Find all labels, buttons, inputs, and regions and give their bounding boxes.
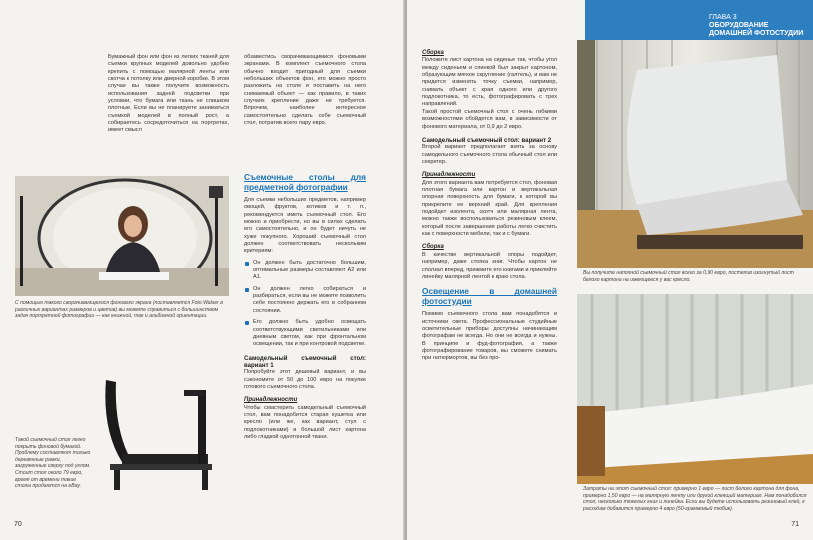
shooting-table-photo — [92, 370, 216, 494]
assembly2-text: В качестве вертикальной опоры подойдет, например, даже стопка книг. Чтобы картон не сползал вперед, прижмите его книгами и приклейте линейку малярной лентой к краю стола. — [422, 251, 557, 280]
intro-paragraph-1: Бумажный фон или фон из легких тканей для съемки крупных моделей довольно удобно крепить с помощью малярной ленты или скотча к потолку или дверной коробке. В этом случае вы также получите возможность использования задней подсветки при условии, что бумага или ткань не слишком плотные. Если вы не планируете заниматься съемкой моделей в полный рост, а собираетесь сосредоточиться на портретах, имеет смысл — [108, 54, 229, 134]
left-page — [0, 0, 405, 540]
portrait-photo-illustration — [15, 176, 229, 296]
section-title-shooting-tables: Съемочные столы для предметной фотографии — [244, 172, 366, 192]
bullet-text: Его должно быть удобно освещать соответствующими светильниками или дневным светом, как при фронтальном освещении, так и при контровой подсветке. — [253, 319, 366, 348]
accessories-title-2: Принадлежности — [422, 172, 476, 179]
variant1-text: Попробуйте этот дешевый вариант, и вы сэкономите от 50 до 100 евро на покупке готового съемочного стола. — [244, 369, 366, 391]
chapter-label: ГЛАВА 3 — [709, 14, 737, 21]
chair-table-photo — [577, 40, 813, 268]
right-page — [407, 0, 813, 540]
accessories-text-2: Для этого варианта вам потребуется стол, фоновая плотная бумага или картон и вертикальная опорная поверхность для бумаги, к которой вы прикрепите ее верхний край. Для крепления подойдет изолента, скотч или малярная лента, можно также воспользоваться резиновым клеем, который после завершения работы легко счистить как с поверхности мебели, так и с бумаги. — [422, 179, 557, 238]
shooting-table-caption: Такой съемочный стол легко покрыть фоновой бумагой. Проблему составляют только деревянные рамки, загруженные сверху под углом. Стоит стол около 79 евро, время от времени такие столы продаются на eBay. — [15, 437, 91, 490]
bullet-text: Он должен легко собираться и разбираться, если вы не можете позволить себе постоянно держать его в собранном состоянии. — [253, 285, 366, 314]
bullet-item — [244, 286, 366, 315]
accessories-text: Чтобы смастерить самодельный съемочный стол, вам понадобится старая кушетка или кресло (или же, как вариант, стул с подлокотниками) и большой лист картона либо гладкой однотонной ткани. — [244, 404, 366, 441]
bullet-item — [244, 260, 366, 282]
chapter-header — [585, 0, 813, 40]
bullet-item — [244, 319, 366, 348]
chair-table-illustration — [577, 40, 813, 268]
intro-paragraph-2: обзавестись сворачивающимися фоновыми экранами. В комплект съемочного стола обычно входит пригодный для съемки небольших объектов фон, его можно просто разложить на столе и поставить на него снимаемый объект — как правило, в таких случаях крепление даже не требуется. Впрочем, наиболее интересное самостоятельно сделать себе съемочный стол, потратив всего пару евро. — [244, 54, 366, 127]
desk-table-photo — [577, 294, 813, 484]
portrait-photo — [15, 176, 229, 296]
assembly2-title: Сборка — [422, 244, 444, 251]
page-number-left: 70 — [14, 521, 22, 528]
variant2-text: Второй вариант предполагает взять за основу самодельного съемочного стола обычный стол или секретер. — [422, 144, 557, 165]
desk-table-caption: Затраты на этот съемочный стол: примерно 1 евро — лист белого картона для фона, примерно 1,50 евро — на малярную ленту или другой клеящий материал. Нам понадобился стол, несколько тяжелых книг и линейка. Если вы будете использовать резиновый клей, к расходам добавится примерно 4 евро (50-граммовый тюбик). — [583, 486, 807, 512]
left-col2-section — [244, 167, 366, 442]
bullet-text: Он должен быть достаточно большим, оптимальные размеры составляют A2 или A1. — [253, 259, 366, 281]
page-number-right: 71 — [791, 521, 799, 528]
desk-table-illustration — [577, 294, 813, 484]
chapter-title: ОБОРУДОВАНИЕ ДОМАШНЕЙ ФОТОСТУДИИ — [709, 22, 804, 37]
assembly-title: Сборка — [422, 50, 444, 56]
section-title-lighting: Освещение в домашней фотостудии — [422, 286, 557, 306]
variant1-title: Самодельный съемочный стол: вариант 1 — [244, 354, 366, 369]
shooting-table-illustration — [92, 370, 216, 494]
accessories-title: Принадлежности — [244, 397, 298, 404]
lighting-text: Помимо съемочного стола вам понадобятся и источники света. Профессиональные студийные осветительные приборы доступны начинающим фотографам не всегда. Но они не всегда и нужны. В принципе и фуд-фотография, а также фотографирование товаров, вы сможете снимать при натюрмортов, вы без про- — [422, 311, 557, 362]
assembly-text-2: Такой простой съемочный стол с очень гибкими возможностями обойдется вам, в зависимости от фонового материала, от 0,9 до 2 евро. — [422, 108, 557, 130]
section-intro: Для съемки небольших предметов, например овощей, фруктов, котиков и т. п., рекомендуется иметь съемочный стол. Его можно и приобрести, но вы в силах сделать его самостоятельно, и он будет ничуть не хуже покупного. Хороший съемочный стол должен соответствовать нескольким критериям: — [244, 197, 366, 255]
right-text-column — [422, 50, 557, 363]
assembly-text: Положите лист картона на сиденье так, чтобы угол между сиденьем и спинкой был закрыт картоном, образующим мягкое скругление (галтель), и вам не придется изменять точку съемки, например, снимать объект с края одного или другого подлокотника, то есть, фотографировать с трех направлений. — [422, 57, 557, 108]
left-col1-intro — [108, 54, 229, 135]
portrait-caption: С помощью такого сворачивающегося фонового экрана (поставляется Foto Walser в различных вариантах размеров и цветов) вы можете справиться с большинством задач портретной фотографии — как книжной, так и альбомной ориентации. — [15, 300, 223, 320]
left-col2-intro — [244, 54, 366, 127]
chair-table-caption: Вы получите наполной съемочный стол всего за 0,90 евро, постелив изогнутый лист белого картона на имеющееся у вас кресло. — [583, 270, 794, 283]
variant2-title: Самодельный съемочный стол: вариант 2 — [422, 136, 552, 144]
